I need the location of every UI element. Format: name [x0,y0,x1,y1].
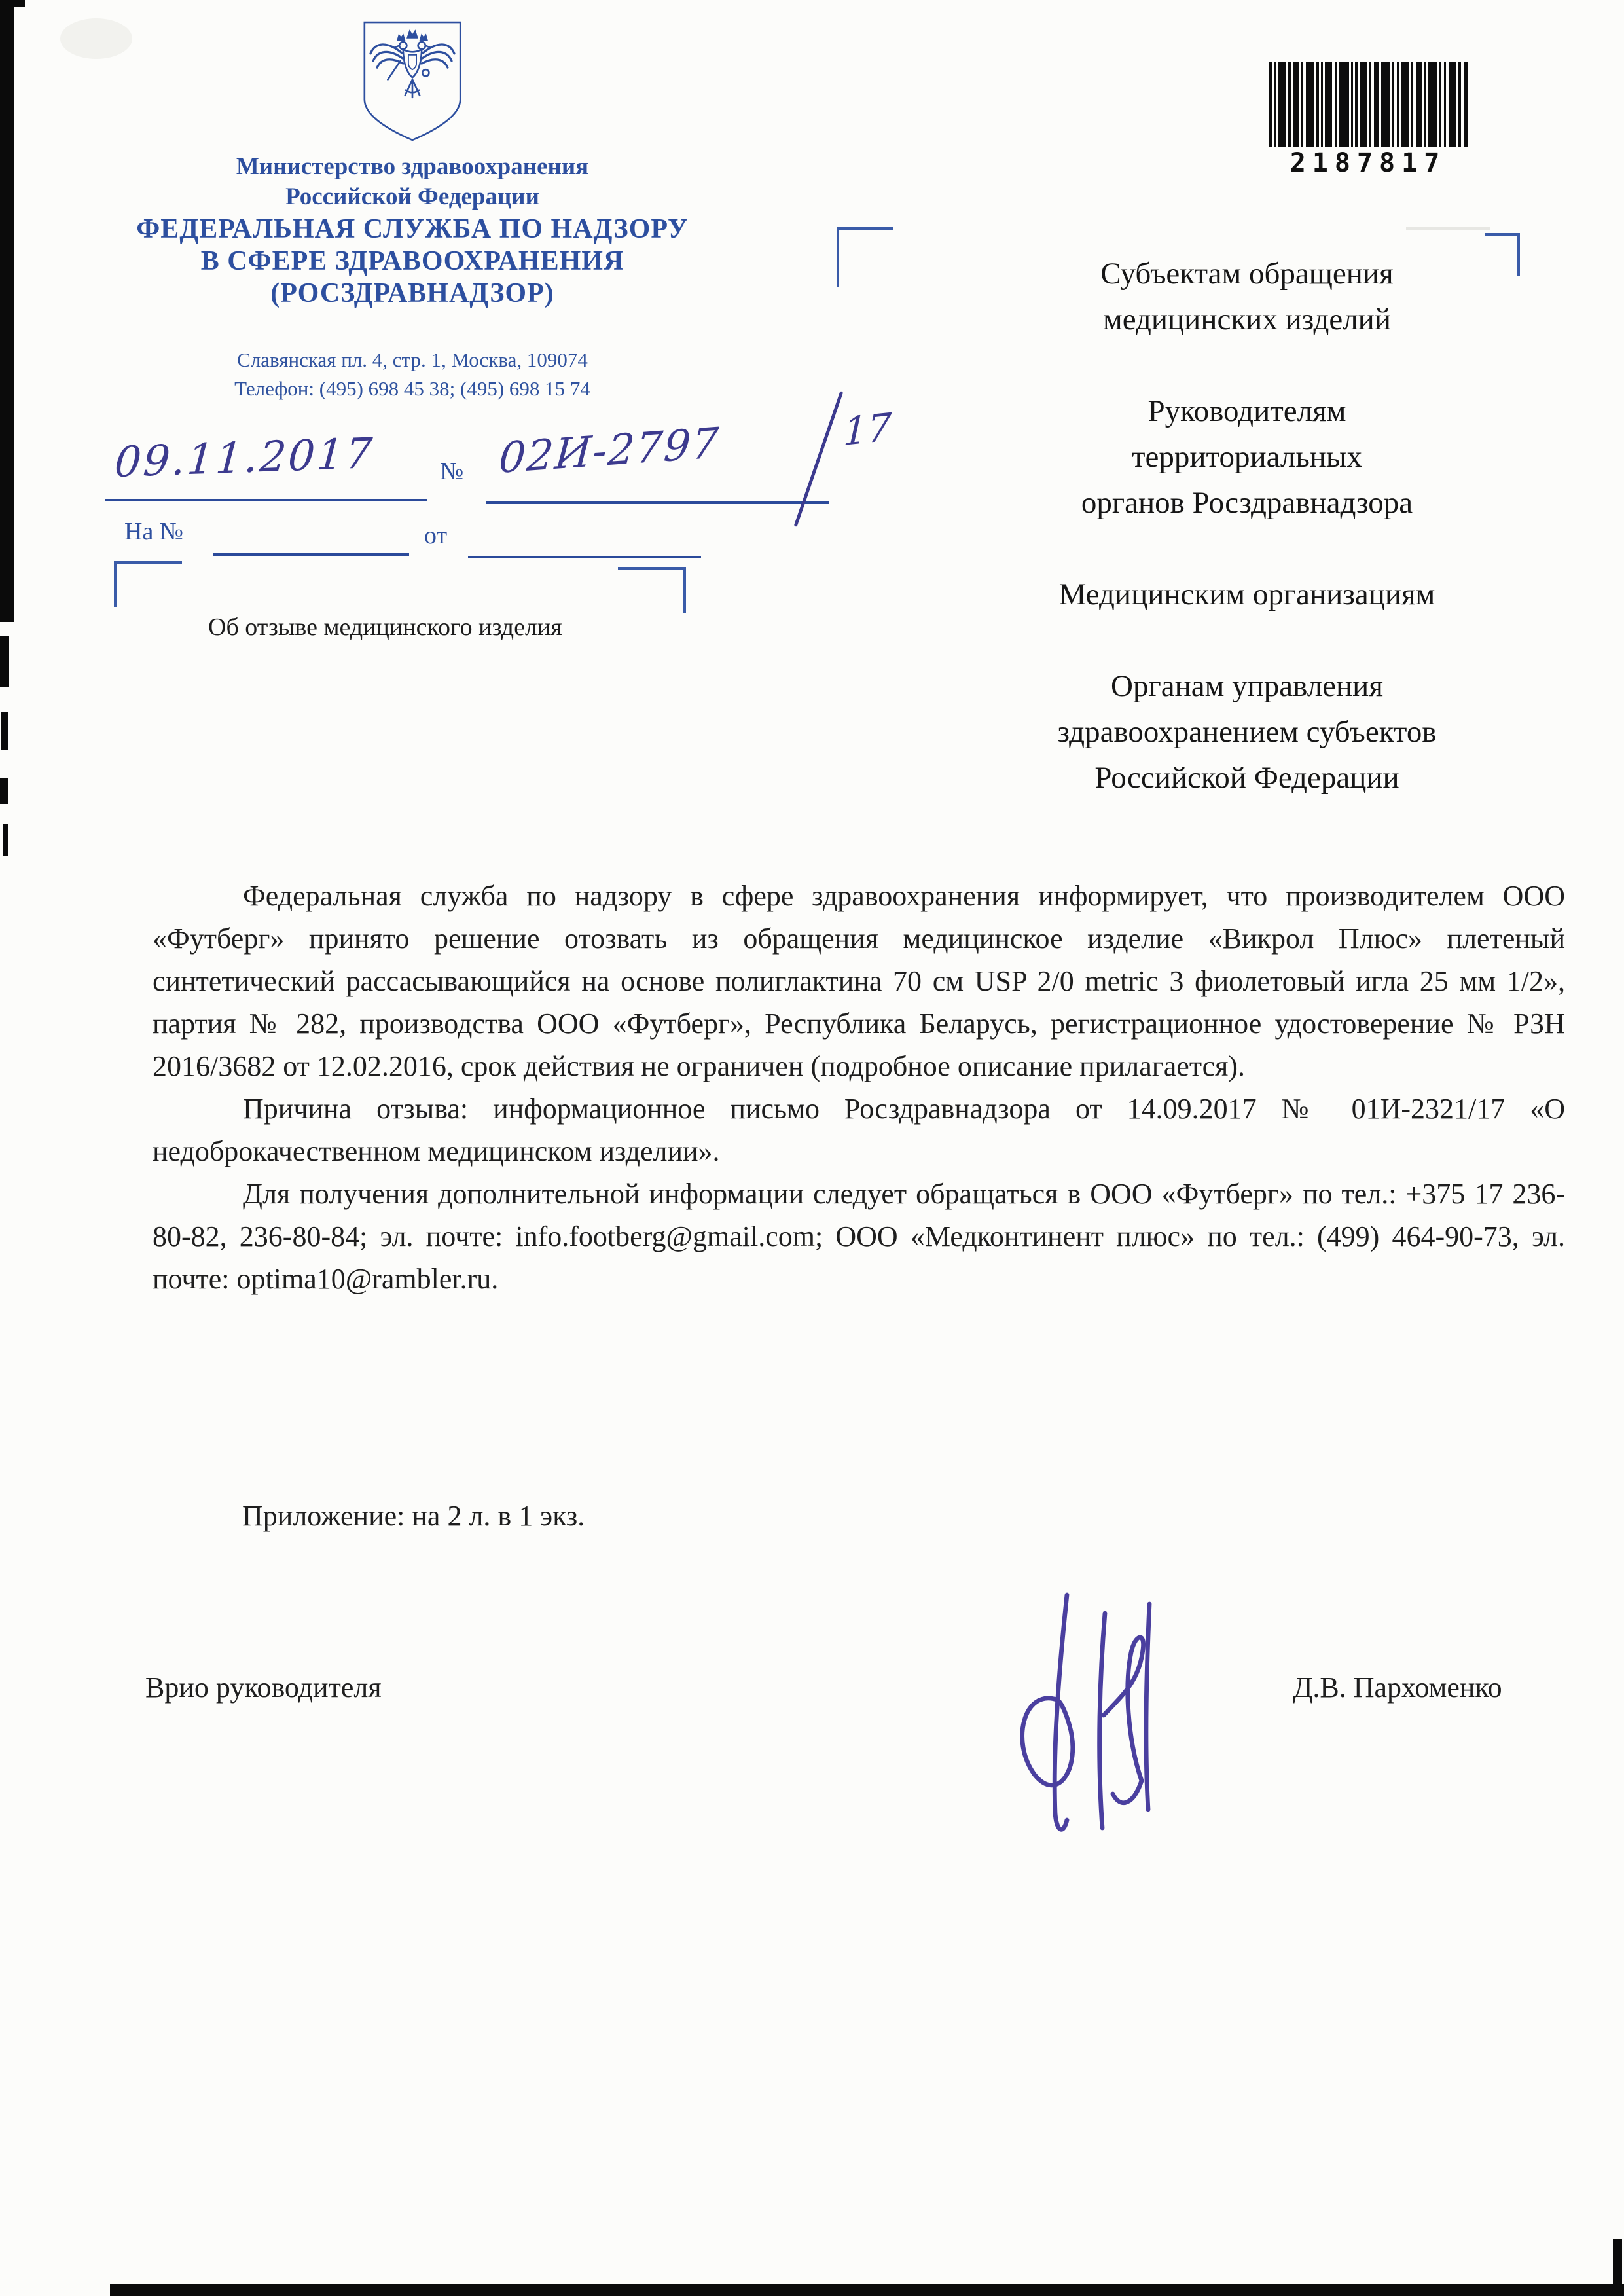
attachment-line: Приложение: на 2 л. в 1 экз. [242,1500,585,1532]
reply-from-label: от [424,522,448,549]
recipient-line: медицинских изделий [1102,302,1391,337]
recipient-line: Органам управления [1111,669,1383,703]
handwritten-number-suffix: 17 [842,404,892,455]
coat-of-arms-icon [359,20,466,143]
ministry-name [92,152,733,212]
reply-number-label: На № [124,518,184,545]
corner-bracket-bottom-right [618,567,686,570]
signer-position: Врио руководителя [145,1671,382,1704]
letter-body [153,875,1565,1300]
scan-edge-left-dash [0,636,9,687]
corner-bracket-bottom-right [683,567,686,613]
scan-edge-right-tick [1613,2239,1622,2286]
recipient-line: органов Росздравнадзора [1081,486,1413,520]
recipient-line: Российской Федерации [1094,761,1399,795]
body-paragraph: Причина отзыва: информационное письмо Росздравнадзора от 14.09.2017 № 01И-2321/17 «О недоброкачественном медицинском изделии». [153,1093,1565,1167]
scan-smudge-line [1406,227,1490,230]
agency-line2: В СФЕРЕ ЗДРАВООХРАНЕНИЯ [200,246,624,276]
corner-bracket-top-left [837,227,839,287]
corner-bracket-bottom-left [114,561,117,607]
scan-smudge [60,18,132,59]
recipient-group [916,572,1578,617]
barcode [1269,62,1469,147]
number-sign-label: № [440,458,464,485]
ministry-line2: Российской Федерации [285,183,539,210]
recipients-block [916,251,1578,847]
agency-line3: (РОСЗДРАВНАДЗОР) [270,278,554,308]
handwritten-number: 02И-2797 [497,418,721,484]
agency-address: Славянская пл. 4, стр. 1, Москва, 109074 [237,348,588,371]
corner-bracket-top-right [1485,233,1520,236]
scan-edge-top [0,0,25,7]
handwritten-slash [794,391,844,527]
agency-line1: ФЕДЕРАЛЬНАЯ СЛУЖБА ПО НАДЗОРУ [136,214,689,244]
corner-bracket-top-left [837,227,893,230]
scan-edge-left [0,0,14,622]
scan-edge-left-dash [0,778,8,804]
barcode-number: 2187817 [1290,148,1447,178]
agency-phone: Телефон: (495) 698 45 38; (495) 698 15 74 [234,377,590,400]
signer-name: Д.В. Пархоменко [1293,1671,1502,1704]
number-underline [486,501,829,504]
subject-line: Об отзыве медицинского изделия [208,613,562,641]
handwritten-signature [995,1584,1191,1853]
body-paragraph: Федеральная служба по надзору в сфере здравоохранения информирует, что производителем ООО «Футберг» принято решение отозвать из обращения медицинское изделие «Викрол Плюс» плетеный синтетический рассасывающийся на основе полиглактина 70 см USP 2/0 metric 3 фиолетовый игла 25 мм 1/2», партия № 282, производства ООО «Футберг», Республика Беларусь, регистрационное удостоверение № РЗН 2016/3682 от 12.02.2016, срок действия не ограничен (подробное описание прилагается). [153,880,1565,1082]
recipient-line: территориальных [1131,440,1363,474]
recipient-line: здравоохранением субъектов [1057,715,1437,749]
recipient-group [916,251,1578,342]
recipient-line: Руководителям [1147,394,1346,428]
recipient-group [916,663,1578,801]
corner-bracket-bottom-left [114,561,182,564]
ministry-line1: Министерство здравоохранения [236,153,589,180]
recipient-group [916,388,1578,526]
agency-name [79,213,746,310]
date-underline [105,499,427,501]
recipient-line: Субъектам обращения [1100,257,1394,291]
recipient-line: Медицинским организациям [1058,577,1435,611]
handwritten-date: 09.11.2017 [113,429,376,488]
agency-address-block [92,346,733,403]
scan-edge-left-dash [1,712,8,750]
scan-edge-bottom [110,2284,1624,2296]
reply-number-underline [213,553,409,556]
scan-edge-left-dash [3,824,8,856]
reply-date-underline [468,556,701,558]
body-paragraph: Для получения дополнительной информации следует обращаться в ООО «Футберг» по тел.: +375 17 236-80-82, 236-80-84; эл. почте: info.footberg@gmail.com; ООО «Медконтинент плюс» по тел.: (499) 464-90-73, эл. почте: optima10@rambler.ru. [153,1178,1565,1295]
